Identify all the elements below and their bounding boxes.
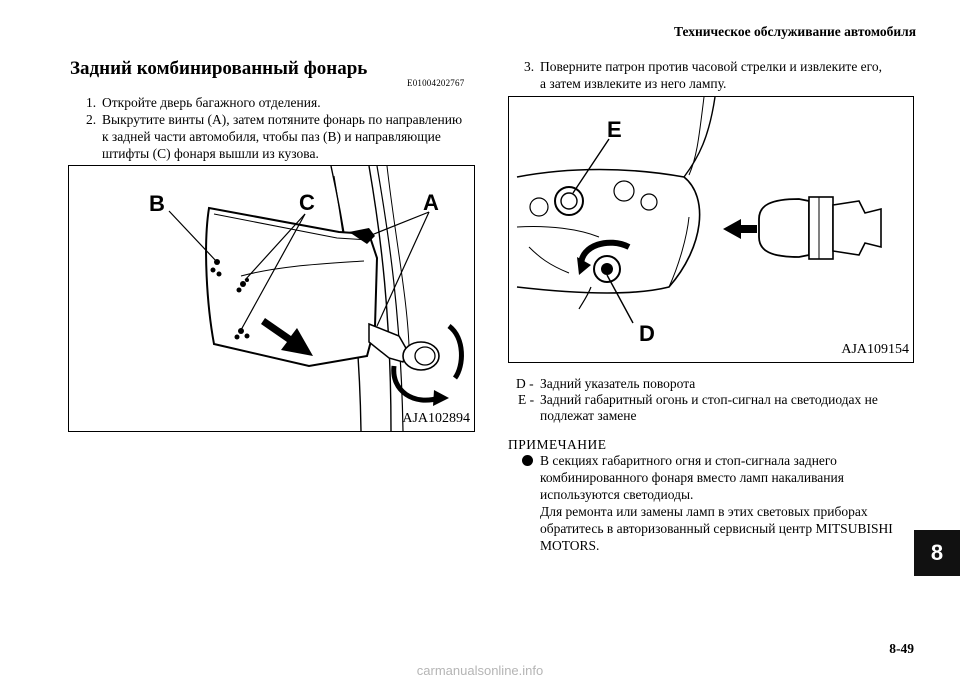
note-line: комбинированного фонаря вместо ламп накаливания — [540, 470, 844, 485]
bullet-icon — [522, 455, 533, 466]
label-c: C — [299, 190, 315, 215]
step-1-line-1: Откройте дверь багажного отделения. — [102, 95, 321, 110]
taillight-removal-illustration — [69, 166, 474, 431]
caption-d-key: D - — [516, 376, 534, 391]
step-2-line-2: к задней части автомобиля, чтобы паз (B) и направляющие — [102, 129, 441, 144]
step-2-number: 2. — [86, 112, 97, 127]
note-line: обратитесь в авторизованный сервисный центр MITSUBISHI — [540, 521, 893, 536]
figure-code-right: AJA109154 — [841, 342, 909, 357]
caption-e-text-1: Задний габаритный огонь и стоп-сигнал на светодиодах не — [540, 392, 878, 407]
page-title: Задний комбинированный фонарь — [70, 58, 368, 79]
label-e: E — [607, 117, 622, 142]
caption-e-text-2: подлежат замене — [540, 408, 637, 423]
note-line: В секциях габаритного огня и стоп-сигнала заднего — [540, 453, 837, 468]
watermark: carmanualsonline.info — [416, 663, 544, 678]
label-b: B — [149, 191, 165, 216]
step-2-line-3: штифты (C) фонаря вышли из кузова. — [102, 146, 319, 161]
step-3-line-2: а затем извлеките из него лампу. — [540, 76, 727, 91]
note-heading: ПРИМЕЧАНИЕ — [508, 437, 607, 452]
note-line: используются светодиоды. — [540, 487, 694, 502]
figure-bulb-removal — [508, 96, 914, 363]
step-1-number: 1. — [86, 95, 97, 110]
caption-e-key: E - — [518, 392, 535, 407]
note-body — [540, 452, 920, 554]
figure-code-left: AJA102894 — [402, 411, 470, 426]
caption-d-text: Задний указатель поворота — [540, 376, 696, 391]
section-header: Техническое обслуживание автомобиля — [674, 24, 916, 39]
note-line: Для ремонта или замены ламп в этих световых приборах — [540, 504, 868, 519]
step-2-line-1: Выкрутите винты (A), затем потяните фонарь по направлению — [102, 112, 463, 127]
bulb-removal-illustration — [509, 97, 913, 362]
chapter-tab: 8 — [914, 530, 960, 576]
step-3-line-1: Поверните патрон против часовой стрелки и извлеките его, — [540, 59, 883, 74]
note-line: MOTORS. — [540, 538, 600, 553]
step-3-number: 3. — [524, 59, 535, 74]
label-d: D — [639, 321, 655, 346]
label-a: A — [423, 190, 439, 215]
document-code: E01004202767 — [407, 78, 465, 88]
figure-taillight-removal — [68, 165, 475, 432]
page-number: 8-49 — [889, 641, 914, 656]
